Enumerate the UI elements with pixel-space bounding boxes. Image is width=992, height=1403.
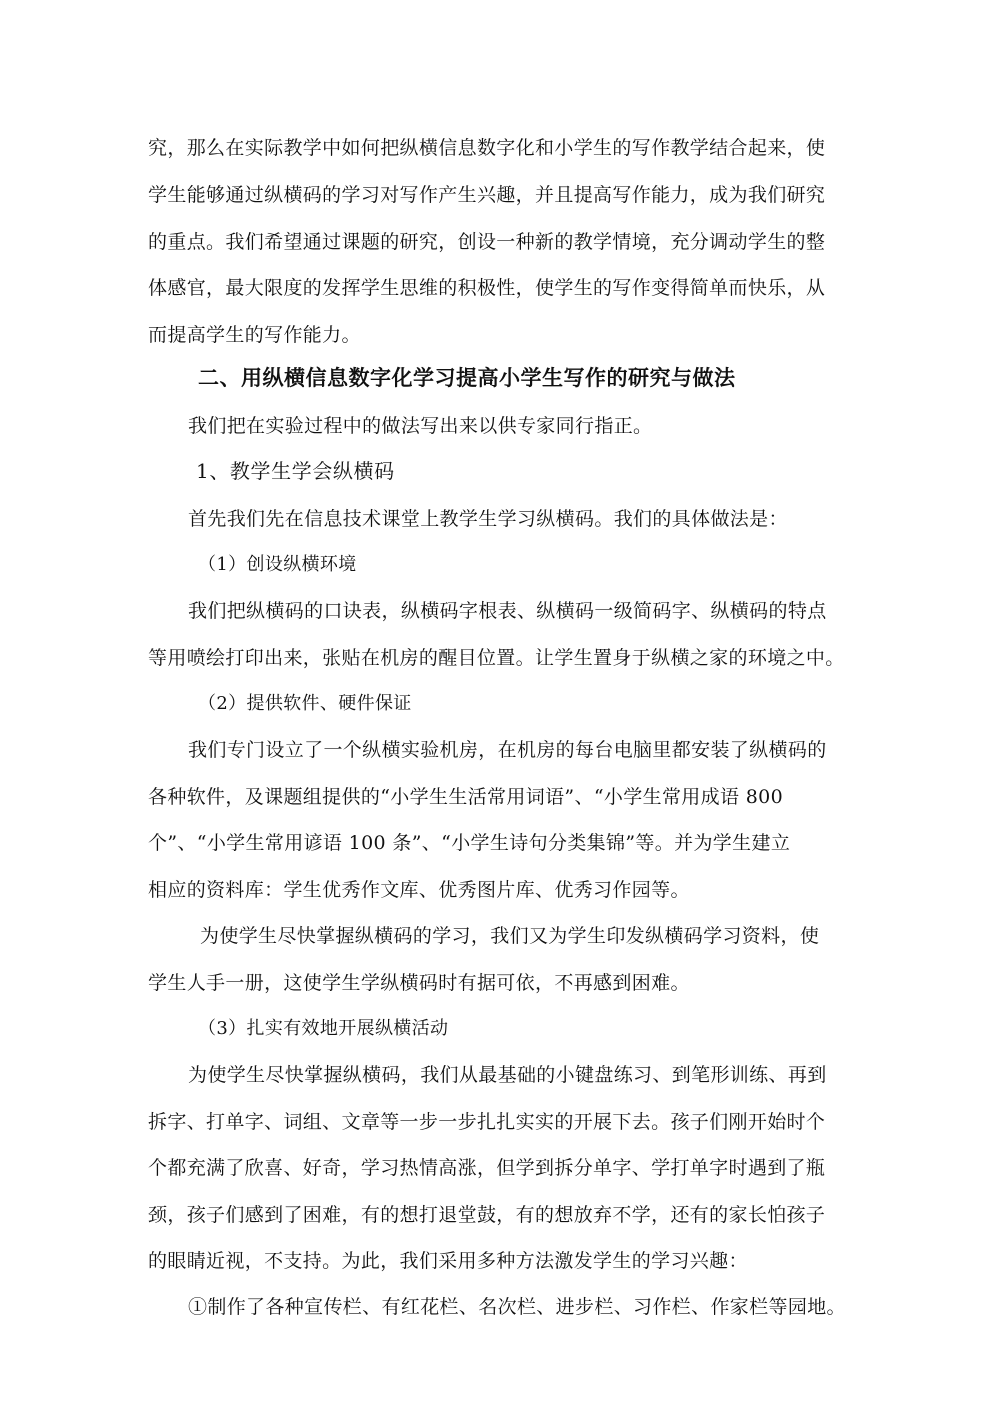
body-line: 等用喷绘打印出来，张贴在机房的醒目位置。让学生置身于纵横之家的环境之中。 — [148, 647, 845, 669]
item-title: （2）提供软件、硬件保证 — [198, 693, 412, 714]
list-point: ①制作了各种宣传栏、有红花栏、名次栏、进步栏、习作栏、作家栏等园地。 — [188, 1296, 846, 1318]
body-line: 为使学生尽快掌握纵横码的学习，我们又为学生印发纵横码学习资料，使 — [200, 925, 820, 947]
body-line: 拆字、打单字、词组、文章等一步一步扎扎实实的开展下去。孩子们刚开始时个 — [148, 1111, 826, 1133]
subsection-heading: 1、教学生学会纵横码 — [196, 459, 395, 483]
body-line: 我们专门设立了一个纵横实验机房，在机房的每台电脑里都安装了纵横码的 — [188, 739, 827, 761]
body-line: 的重点。我们希望通过课题的研究，创设一种新的教学情境，充分调动学生的整 — [148, 231, 826, 253]
intro-paragraph: 我们把在实验过程中的做法写出来以供专家同行指正。 — [188, 415, 653, 437]
body-line: 的眼睛近视，不支持。为此，我们采用多种方法激发学生的学习兴趣： — [148, 1250, 748, 1272]
body-line: 学生能够通过纵横码的学习对写作产生兴趣，并且提高写作能力，成为我们研究 — [148, 184, 826, 206]
body-line: 个都充满了欣喜、好奇，学习热情高涨，但学到拆分单字、学打单字时遇到了瓶 — [148, 1157, 826, 1179]
item-title: （3）扎实有效地开展纵横活动 — [198, 1018, 449, 1039]
body-line: 颈，孩子们感到了困难，有的想打退堂鼓，有的想放弃不学，还有的家长怕孩子 — [148, 1204, 826, 1226]
body-line: 学生人手一册，这使学生学纵横码时有据可依，不再感到困难。 — [148, 972, 690, 994]
body-line: 而提高学生的写作能力。 — [148, 324, 361, 346]
body-line: 相应的资料库：学生优秀作文库、优秀图片库、优秀习作园等。 — [148, 879, 690, 901]
body-line: 各种软件，及课题组提供的“小学生生活常用词语”、“小学生常用成语 800 — [148, 786, 784, 808]
body-line: 体感官，最大限度的发挥学生思维的积极性，使学生的写作变得简单而快乐，从 — [148, 277, 826, 299]
body-line: 为使学生尽快掌握纵横码，我们从最基础的小键盘练习、到笔形训练、再到 — [188, 1064, 827, 1086]
section-heading: 二、用纵横信息数字化学习提高小学生写作的研究与做法 — [198, 366, 736, 390]
body-line: 我们把纵横码的口诀表，纵横码字根表、纵横码一级简码字、纵横码的特点 — [188, 600, 827, 622]
paragraph: 首先我们先在信息技术课堂上教学生学习纵横码。我们的具体做法是： — [188, 508, 788, 530]
body-line: 究，那么在实际教学中如何把纵横信息数字化和小学生的写作教学结合起来，使 — [148, 137, 826, 159]
item-title: （1）创设纵横环境 — [198, 554, 357, 575]
body-line: 个”、“小学生常用谚语 100 条”、“小学生诗句分类集锦”等。并为学生建立 — [148, 832, 791, 854]
